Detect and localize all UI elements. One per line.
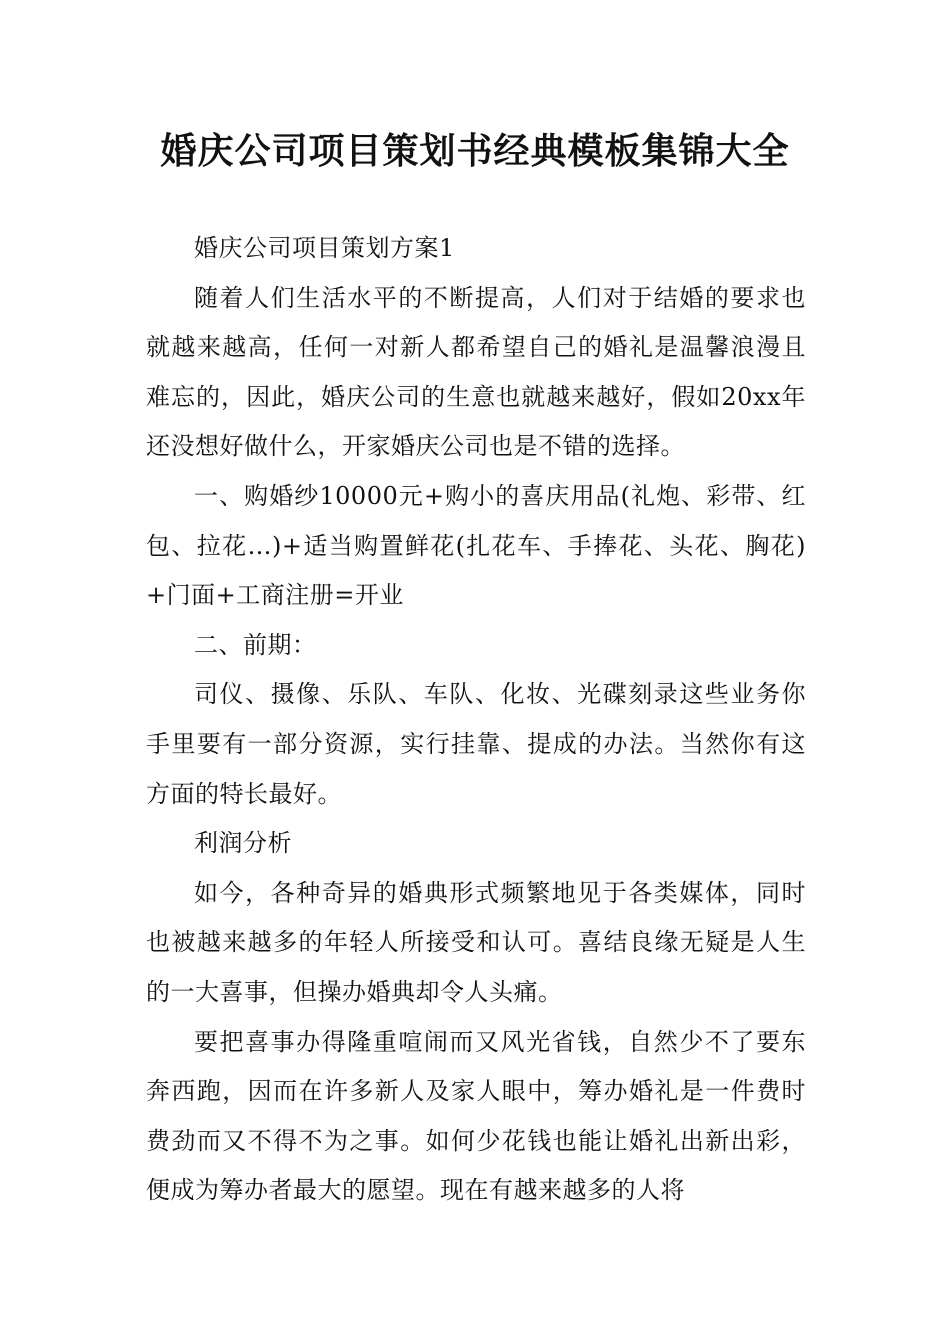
section-heading-plan-1: 婚庆公司项目策划方案1 [194,234,455,262]
section-heading-early-stage: 二、前期： [194,630,317,659]
paragraph-intro: 随着人们生活水平的不断提高，人们对于结婚的要求也就越来越高，任何一对新人都希望自己的婚礼是温馨浪漫且难忘的，因此，婚庆公司的生意也就越来越好，假如20xx年还没想好做什么，开家婚庆公司也是不错的选择。 [146,283,806,461]
section-heading-profit-analysis: 利润分析 [194,829,292,858]
paragraph-resources: 司仪、摄像、乐队、车队、化妆、光碟刻录这些业务你手里要有一部分资源，实行挂靠、提成的办法。当然你有这方面的特长最好。 [146,680,806,808]
paragraph-startup-cost: 一、购婚纱10000元+购小的喜庆用品(礼炮、彩带、红包、拉花…)+适当购置鲜花(扎花车、手捧花、头花、胸花)+门面+工商注册=开业 [146,481,806,610]
paragraph-planning-challenges: 要把喜事办得隆重喧闹而又风光省钱，自然少不了要东奔西跑，因而在许多新人及家人眼中，筹办婚礼是一件费时费劲而又不得不为之事。如何少花钱也能让婚礼出新出彩，便成为筹办者最大的愿望。现在有越来越多的人将 [146,1027,806,1205]
page-title: 婚庆公司项目策划书经典模板集锦大全 [160,131,790,172]
paragraph-wedding-trends: 如今，各种奇异的婚典形式频繁地见于各类媒体，同时也被越来越多的年轻人所接受和认可。喜结良缘无疑是人生的一大喜事，但操办婚典却令人头痛。 [146,878,806,1006]
document-body [146,224,806,1216]
